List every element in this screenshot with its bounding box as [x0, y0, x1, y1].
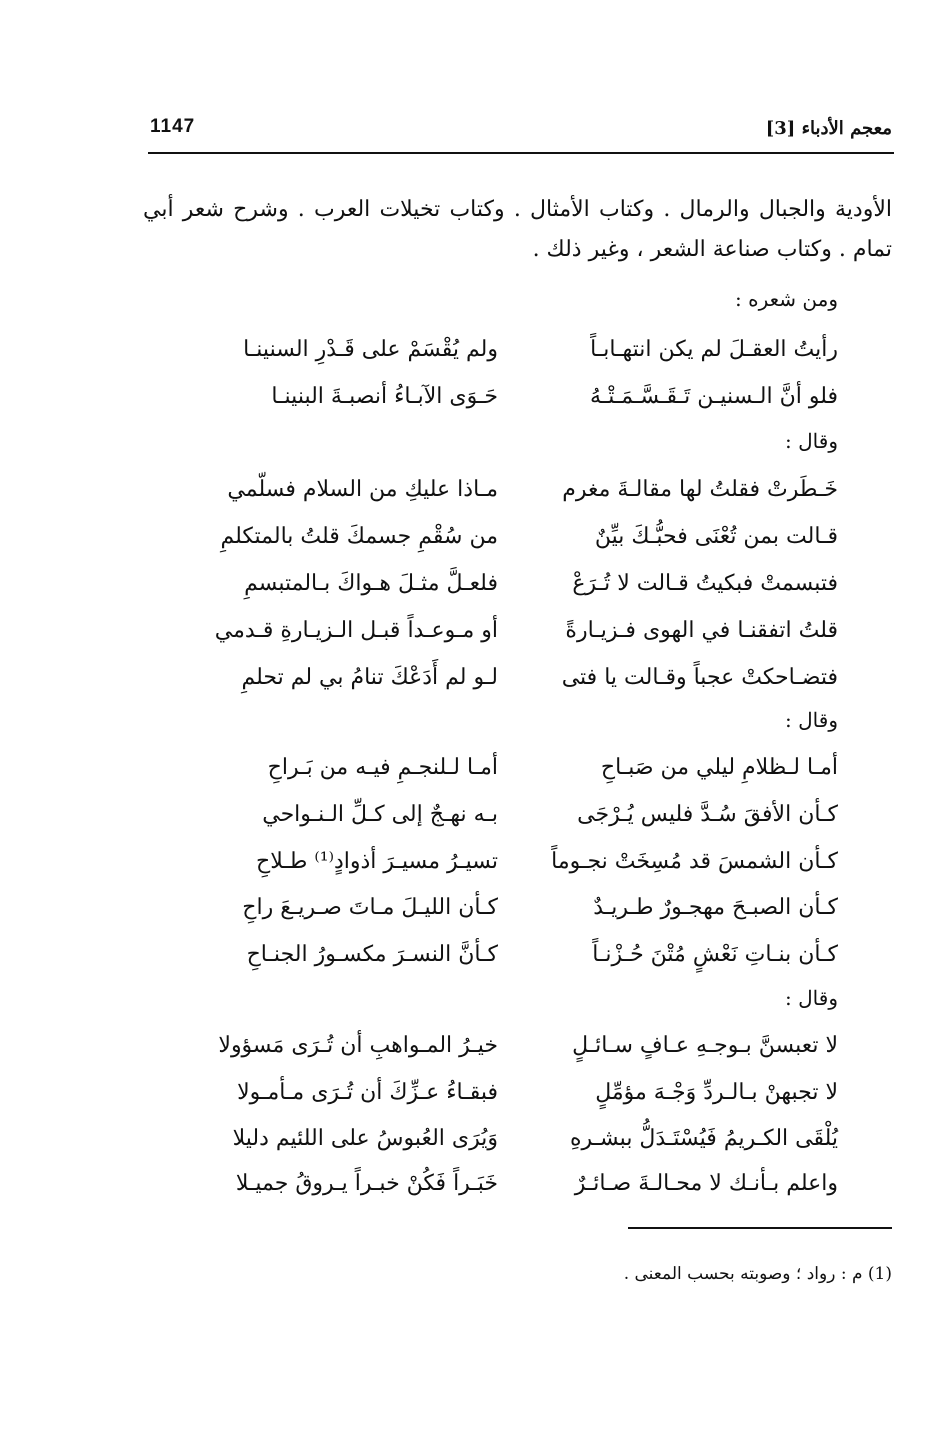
verse-second-hemistich: خَبَـراً فَكُنْ خبـراً يـروقُ جميـلا — [235, 1171, 498, 1196]
footnote-divider — [628, 1227, 892, 1229]
verse-line — [188, 377, 838, 417]
verse-second-hemistich: حَـوَى الآبـاءُ أنصبـةَ البنينـا — [271, 384, 498, 409]
verse-first-hemistich: قلتُ اتفقنـا في الهوى فـزيـارةً — [565, 618, 838, 643]
verse-line — [188, 935, 838, 975]
verse-first-hemistich: أمـا لـظلامِ ليلي من صَبـاحِ — [600, 755, 838, 780]
verse-line — [188, 658, 838, 698]
running-title: معجم الأدباء [3] — [765, 118, 892, 139]
verse-first-hemistich: كـأن الأفقَ سُـدَّ فليس يُـرْجَى — [577, 802, 838, 827]
verse-line — [188, 470, 838, 510]
poem-intro: ومن شعره : — [735, 287, 838, 311]
verse-line — [188, 842, 838, 882]
running-header — [150, 112, 892, 146]
verse-second-hemistich: وَيُرَى العُبوسُ على اللئيم دليلا — [232, 1126, 498, 1151]
verse-first-hemistich: لا تعبسنَّ بـوجـهِ عـافٍ سـائـلٍ — [572, 1033, 838, 1058]
verse-second-hemistich: أمـا لـلنجـمِ فيـه من بَـراحِ — [267, 755, 498, 780]
verse-first-hemistich: كـأن الشمسَ قد مُسِخَتْ نجـوماً — [551, 849, 838, 874]
verse-line — [188, 1026, 838, 1066]
verse-line — [188, 611, 838, 651]
verse-second-hemistich: أو مـوعـداً قبـل الـزيـارةِ قـدمي — [214, 618, 498, 643]
verse-first-hemistich: خَـطَرتْ فقلتُ لها مقالـةَ مغرم — [562, 477, 838, 502]
verse-first-hemistich: فلو أنَّ الـسنيـن تَـقَـسَّـمَـتْـهُ — [589, 384, 838, 409]
verse-line — [188, 1073, 838, 1113]
page-number: 1147 — [150, 116, 196, 137]
verse-second-hemistich: تسيـرُ مسيـرَ أذوادٍ⁽¹⁾ طـلاحِ — [256, 849, 498, 874]
verse-second-hemistich: لـو لم أَدَعْكَ تنامُ بي لم تحلمِ — [241, 665, 498, 690]
verse-second-hemistich: مـاذا عليكِ من السلام فسلّمي — [227, 477, 498, 502]
verse-line — [188, 330, 838, 370]
verse-first-hemistich: واعلم بـأنـك لا محـالـةَ صـائـرٌ — [574, 1171, 838, 1196]
verse-line — [188, 795, 838, 835]
verse-first-hemistich: لا تجبهنْ بـالـردِّ وَجْـهَ مؤمِّلٍ — [595, 1080, 838, 1105]
poem-intro: وقال : — [785, 986, 838, 1010]
verse-first-hemistich: يُلْقَى الكـريمُ فَيُسْتَـدَلُّ ببشـرهِ — [569, 1126, 838, 1151]
prose-text: الأودية والجبال والرمال . وكتاب الأمثال . وكتاب تخيلات العرب . وشرح شعر أبي تمام . وكتاب صناعة الشعر ، وغير ذلك . — [143, 197, 892, 262]
verse-first-hemistich: فتبسمتْ فبكيتُ قـالت لا تُـرَعْ — [572, 571, 838, 596]
verse-second-hemistich: كـأن الليـلَ مـاتَ صـريـعَ راحِ — [242, 895, 498, 920]
verse-second-hemistich: فبقـاءُ عـزِّكَ أن تُـرَى مـأمـولا — [237, 1080, 498, 1105]
poem-intro: وقال : — [785, 708, 838, 732]
verse-line — [188, 1119, 838, 1159]
poem-intro: وقال : — [785, 429, 838, 453]
prose-paragraph — [143, 190, 892, 270]
verse-second-hemistich: كـأنَّ النسـرَ مكسـورُ الجنـاحِ — [246, 942, 498, 967]
verse-first-hemistich: قـالت بمن تُعْنَى فحبُّـكَ بيِّنٌ — [594, 524, 838, 549]
verse-first-hemistich: رأيتُ العقـلَ لم يكن انتهـابـاً — [590, 337, 838, 362]
header-divider — [148, 152, 894, 154]
verse-second-hemistich: خيـرُ المـواهبِ أن تُـرَى مَسؤولا — [218, 1033, 498, 1058]
footnote: (1) م : رواد ؛ وصوبته بحسب المعنى . — [623, 1264, 892, 1284]
verse-second-hemistich: ولم يُقْسَمْ على قَـدْرِ السنينـا — [243, 337, 498, 362]
verse-line — [188, 564, 838, 604]
verse-line — [188, 517, 838, 557]
verse-second-hemistich: فلعـلَّ مثـلَ هـواكَ بـالمتبسمِ — [244, 571, 498, 596]
verse-line — [188, 748, 838, 788]
verse-second-hemistich: من سُقْمِ جسمكَ قلتُ بالمتكلمِ — [220, 524, 498, 549]
verse-first-hemistich: كـأن بنـاتِ نَعْشٍ مُتْنَ حُـزْنـاً — [592, 942, 838, 967]
verse-second-hemistich: بـه نهـجٌ إلى كـلِّ الـنـواحي — [262, 802, 498, 827]
verse-line — [188, 1164, 838, 1204]
verse-line — [188, 888, 838, 928]
verse-first-hemistich: فتضـاحكتْ عجباً وقـالت يا فتى — [561, 665, 838, 690]
verse-first-hemistich: كـأن الصبـحَ مهجـورٌ طـريـدٌ — [593, 895, 838, 920]
